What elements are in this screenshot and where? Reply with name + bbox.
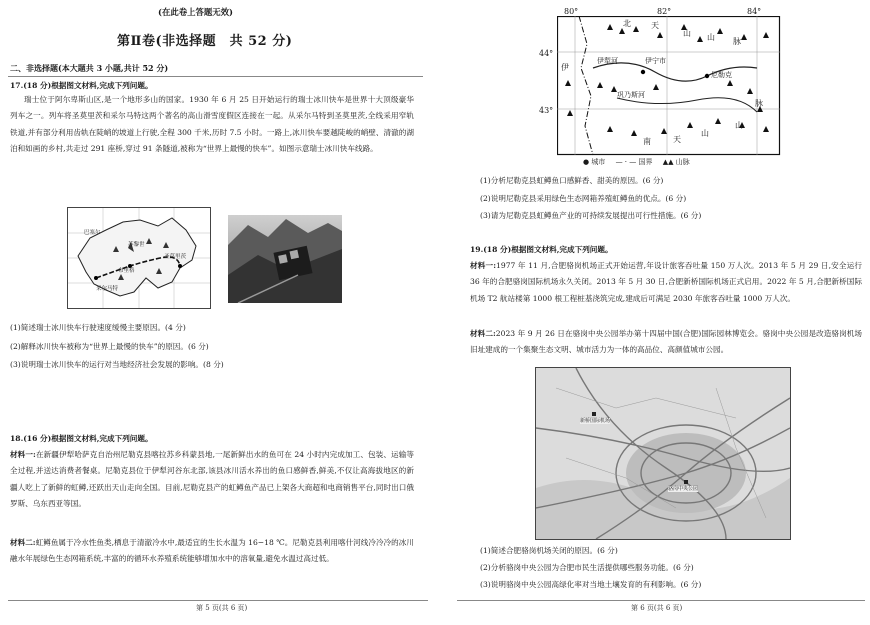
q17-question-2: (2)解释冰川快车被称为“世界上最慢的快车”的原因。(6 分) bbox=[10, 342, 209, 351]
map-label-basel: 巴塞尔 bbox=[84, 230, 101, 236]
map-place-tian: 天 bbox=[651, 21, 659, 30]
switzerland-map-graphic bbox=[68, 208, 210, 308]
map-place-yili-river: 伊犁河 bbox=[597, 57, 618, 65]
page-number-right: 第 6 页(共 6 页) bbox=[631, 604, 683, 612]
part-title: 第Ⅱ卷(非选择题 共 52 分) bbox=[117, 34, 293, 49]
section-heading: 二、非选择题(本大题共 3 小题,共计 52 分) bbox=[10, 63, 169, 73]
lon-84: 84° bbox=[747, 7, 762, 16]
q18-question-3: (3)请为尼勒克县虹鳟鱼产业的可持续发展提出可行性措施。(6 分) bbox=[480, 211, 702, 220]
map-place-yining: 伊宁市 bbox=[645, 57, 666, 65]
q18-material-2-label: 材料二: bbox=[10, 538, 36, 547]
q19-material-2-text: 2023 年 9 月 26 日在骆岗中央公园举办第十四届中国(合肥)国际园林博览会。骆岗中央公园是改造骆岗机场旧址建成的一个集聚生态文明、城市活力为一体的高品位、高颜值城市公园。 bbox=[470, 329, 862, 355]
page-number-left: 第 5 页(共 6 页) bbox=[196, 604, 248, 612]
map-label-st-moritz: 圣莫里茨 bbox=[164, 254, 187, 260]
map-label-xinqiao-airport: 新桥国际机场 bbox=[580, 418, 611, 424]
footer-rule-left bbox=[8, 600, 428, 601]
map-place-shan2: 山 bbox=[707, 33, 715, 42]
map-place-bei: 北 bbox=[623, 19, 631, 28]
q17-question-1: (1)简述瑞士冰川快车行驶速度缓慢主要原因。(4 分) bbox=[10, 323, 186, 332]
q19-material-1 bbox=[470, 258, 862, 307]
legend-city-label: 城市 bbox=[591, 158, 606, 166]
map-label-zurich: 苏黎世 bbox=[128, 242, 145, 248]
map-place-nan: 南 bbox=[643, 137, 651, 146]
q18-material-2-text: 虹鳟鱼属于冷水性鱼类,栖息于清澈冷水中,最适宜的生长水温为 16−18 ℃。尼勒克县利用喀什河线冷冷冷的冰川融水年展绿色生态网箱系统,丰富的的循环水养殖系统能够增加水中的溶氧量,避免水温过高过低。 bbox=[10, 538, 414, 564]
map-place-shan3: 山 bbox=[735, 121, 743, 130]
q19-question-3: (3)说明骆岗中央公园高绿化率对当地土壤发育的有利影响。(6 分) bbox=[480, 580, 702, 589]
q18-material-1-text: 在新疆伊犁哈萨克自治州尼勒克县喀拉苏乡科蒙县地,一尾新鲜出水的鱼可在 24 小时内完成加工、包装、运输等全过程,并送达消费者餐桌。尼勒克县位于伊犁河谷东北部,该县冰川活水养出的鱼口感鲜香,鲜美,不仅让高海拔地区的新疆人吃上了新鲜的虹鳟,还跃出天山走向全国。目前,尼勒克县产的虹鳟鱼产品已上架各大商超和电商销售平台,同时出口俄罗斯、乌东西亚等国。 bbox=[10, 450, 414, 508]
map-legend bbox=[583, 157, 690, 167]
lat-43: 43° bbox=[539, 106, 554, 115]
hefei-map bbox=[535, 367, 791, 540]
q19-question-1: (1)简述合肥骆岗机场关闭的原因。(6 分) bbox=[480, 546, 618, 555]
map-place-nilka: 尼勒克 bbox=[711, 71, 732, 79]
q19-material-1-text: 1977 年 11 月,合肥骆岗机场正式开始运营,年设计旅客吞吐量 150 万人次。2013 年 5 月 29 日,安全运行 36 年的合肥骆岗国际机场永久关闭。2013 年 5 月 30 日,合肥新桥国际机场正式启用。2022 年 5 月,合肥新桥国际机场 T2 航站楼第 1000 根工程桩基浇筑完成,建成后可满足 2030 年旅客吞吐量 1000 万人次。 bbox=[470, 261, 862, 303]
map-place-tian2: 天 bbox=[673, 135, 681, 144]
q19-material-1-label: 材料一: bbox=[470, 261, 497, 270]
lon-82: 82° bbox=[657, 7, 672, 16]
q18-material-1 bbox=[10, 447, 414, 512]
q18-material-2 bbox=[10, 535, 414, 568]
legend-mountain-label: 山脉 bbox=[675, 158, 690, 166]
q17-question-3: (3)说明瑞士冰川快车的运行对当地经济社会发展的影响。(8 分) bbox=[10, 360, 224, 369]
map-place-yi: 伊 bbox=[561, 63, 569, 72]
legend-mountain-icon: ▲▲ bbox=[662, 158, 674, 166]
map-label-luogang-park: 骆岗中央公园 bbox=[668, 486, 699, 492]
map-place-shan: 山 bbox=[683, 29, 691, 38]
legend-city-icon: ● bbox=[583, 158, 590, 166]
q19-material-2 bbox=[470, 326, 862, 359]
glacier-express-photo bbox=[228, 215, 342, 303]
q19-material-2-label: 材料二: bbox=[470, 329, 496, 338]
footer-rule-right bbox=[457, 600, 865, 601]
nilka-map bbox=[539, 6, 797, 171]
legend-border-label: 国界 bbox=[638, 158, 653, 166]
map-place-kunes-river: 巩乃斯河 bbox=[617, 91, 645, 99]
right-page bbox=[435, 0, 870, 625]
section-divider bbox=[8, 76, 423, 77]
switzerland-route-map bbox=[67, 207, 211, 309]
q18-stem: 18.(16 分)根据图文材料,完成下列问题。 bbox=[10, 434, 153, 443]
q17-stem: 17.(18 分)根据图文材料,完成下列问题。 bbox=[10, 81, 153, 90]
hefei-map-graphic bbox=[536, 368, 790, 539]
q18-question-1: (1)分析尼勒克县虹鳟鱼口感鲜香、甜美的原因。(6 分) bbox=[480, 176, 664, 185]
q19-question-2: (2)分析骆岗中央公园为合肥市民生活提供哪些服务功能。(6 分) bbox=[480, 563, 694, 572]
header-note: (在此卷上答题无效) bbox=[158, 7, 233, 17]
train-photo-graphic bbox=[228, 215, 342, 303]
map-place-shan4: 山 bbox=[701, 129, 709, 138]
map-label-zermatt: 采尔马特 bbox=[96, 286, 119, 292]
q17-material: 瑞士位于阿尔卑斯山区,是一个地形多山的国家。1930 年 6 月 25 日开始运行的瑞士冰川快车是世界十大顶级豪华列车之一。列车将圣莫里茨和采尔马特这两个著名的高山滑雪度假区连接在一起。从采尔马特到圣莫里茨,全线采用窄轨铁道,并有部分利用齿轨在陡峭的坡道上行驶,全程 300 千米,历时 7.5 小时。一路上,冰川快车要越陡峻的峭壁、清澈的湖泊和如画的乡村,共走过 291 座桥,穿过 91 条隧道,被称为“世界上最慢的快车”。如图示意瑞士冰川快车线路。 bbox=[10, 95, 414, 153]
map-place-mai2: 脉 bbox=[755, 99, 763, 108]
lon-80: 80° bbox=[564, 7, 579, 16]
q18-question-2: (2)说明尼勒克县采用绿色生态网箱养殖虹鳟鱼的优点。(6 分) bbox=[480, 194, 687, 203]
q19-stem: 19.(18 分)根据图文材料,完成下列问题。 bbox=[470, 245, 613, 254]
lat-44: 44° bbox=[539, 49, 554, 58]
q18-material-1-label: 材料一: bbox=[10, 450, 36, 459]
legend-border-icon: — · — bbox=[615, 158, 637, 166]
map-place-mai: 脉 bbox=[733, 37, 741, 46]
map-label-brig: 布里格 bbox=[118, 268, 135, 274]
